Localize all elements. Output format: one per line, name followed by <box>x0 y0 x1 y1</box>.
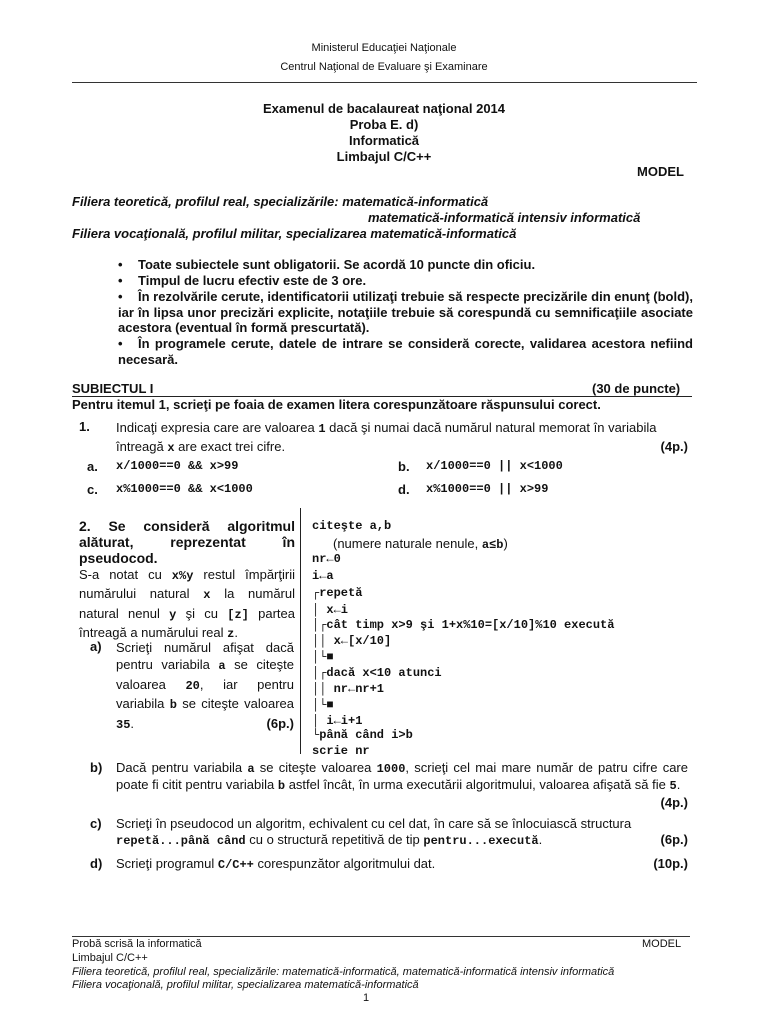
itemc-points: (6p.) <box>660 832 688 848</box>
pseudocode-line: citeşte a,b <box>312 519 392 533</box>
itemd-points: (10p.) <box>653 856 688 871</box>
item2-notation: S-a notat cu x%y restul împărţirii numărului natural x la numărul natural nenul y şi cu [z] partea întreagă a numărului real z. <box>79 567 296 642</box>
center-header: Centrul Naţional de Evaluare şi Examinare <box>280 61 488 73</box>
rule-2: Timpul de lucru efectiv este de 3 ore. <box>138 273 367 288</box>
option-d-label: d. <box>398 482 410 497</box>
footer-line-3: Filiera teoretică, profilul real, specializările: matematică-informatică, matematică-informatică intensiv informatică <box>72 966 615 978</box>
rule-4: În programele cerute, datele de intrare se consideră corecte, validarea acestora nefiind necesară. <box>118 336 693 367</box>
item1-number: 1. <box>79 419 90 434</box>
exam-subject: Informatică <box>348 133 420 148</box>
bullet-icon: • <box>118 336 123 351</box>
option-a-code: x/1000==0 && x>99 <box>116 459 239 473</box>
filiera-line-1: Filiera teoretică, profilul real, specializările: matematică-informatică <box>72 194 489 209</box>
page-number: 1 <box>362 992 370 1004</box>
exam-subtitle: Proba E. d) <box>349 117 419 132</box>
rule-3: În rezolvările cerute, identificatorii utilizaţi trebuie să respecte precizările din enunţ (bold), iar în lipsa unor precizări explicite, notaţiile trebuie să corespundă cu semnificaţiile asociate acestora (eventual în formă prescurtată). <box>118 289 693 335</box>
rule-1: Toate subiectele sunt obligatorii. Se acordă 10 puncte din oficiu. <box>138 257 536 272</box>
model-label: MODEL <box>637 164 684 179</box>
pseudocode-line: │┌cât timp x>9 şi 1+x%10=[x/10]%10 execută <box>312 618 615 632</box>
itemd-text: Scrieţi programul C/C++ corespunzător algoritmului dat. (10p.) <box>116 856 688 872</box>
header-rule <box>72 82 697 83</box>
item2a-label: a) <box>90 639 102 654</box>
item1-text: Indicaţi expresia care are valoarea 1 dacă şi numai dacă numărul natural memorat în variabila întreagă x are exact trei cifre. (4p.) <box>116 420 688 455</box>
bullet-icon: • <box>118 273 123 288</box>
option-a-label: a. <box>87 459 98 474</box>
itemd-label: d) <box>90 856 103 871</box>
pseudocode-line: nr←0 <box>312 552 341 566</box>
pseudocode-line: ││ nr←nr+1 <box>312 682 385 696</box>
pseudocode-comment: (numere naturale nenule, a≤b) <box>333 536 508 552</box>
footer-line-1: Probă scrisă la informatică <box>72 938 202 950</box>
pseudocode-line: │└■ <box>312 698 334 712</box>
pseudocode-line: ┌repetă <box>312 586 363 600</box>
bullet-icon: • <box>118 289 123 304</box>
item2a-text: Scrieţi numărul afişat dacă pentru variabila a se citeşte valoarea 20, iar pentru variabila b se citeşte valoarea 35. (6p.) <box>116 640 295 732</box>
subject-points: (30 de puncte) <box>592 381 681 396</box>
item2-heading: 2. Se consideră algoritmul alăturat, reprezentat în pseudocod. <box>79 518 295 566</box>
filiera-line-3: Filiera vocaţională, profilul militar, specializarea matematică-informatică <box>72 226 517 241</box>
footer-line-2: Limbajul C/C++ <box>72 952 148 964</box>
subject-title: SUBIECTUL I <box>72 381 154 396</box>
item1-points: (4p.) <box>660 439 688 454</box>
option-c-label: c. <box>87 482 98 497</box>
option-b-code: x/1000==0 || x<1000 <box>426 459 563 473</box>
item2a-points: (6p.) <box>266 715 294 731</box>
pseudocode-line: │ i←i+1 <box>312 714 363 728</box>
pseudocode-line: │└■ <box>312 650 334 664</box>
pseudocode-line: └până când i>b <box>312 728 413 742</box>
pseudocode-line: ││ x←[x/10] <box>312 634 392 648</box>
option-c-code: x%1000==0 && x<1000 <box>116 482 253 496</box>
itemc-text: Scrieţi în pseudocod un algoritm, echivalent cu cel dat, în care să se înlocuiască structura repetă...până când cu o structură repetitivă de tip pentru...execută. (6p.) <box>116 816 688 849</box>
subject-instruction: Pentru itemul 1, scrieţi pe foaia de examen litera corespunzătoare răspunsului corect. <box>72 397 601 412</box>
option-d-code: x%1000==0 || x>99 <box>426 482 549 496</box>
algorithm-separator <box>300 508 301 754</box>
itemc-label: c) <box>90 816 102 831</box>
filiera-line-2: matematică-informatică intensiv informatică <box>368 210 641 225</box>
itemb-points: (4p.) <box>660 794 688 810</box>
exam-title: Examenul de bacalaureat naţional 2014 <box>262 101 506 116</box>
pseudocode-line: scrie nr <box>312 744 370 758</box>
pseudocode-line: i←a <box>312 569 334 583</box>
footer-line-4: Filiera vocaţională, profilul militar, specializarea matematică-informatică <box>72 979 419 991</box>
option-b-label: b. <box>398 459 410 474</box>
ministry-header: Ministerul Educaţiei Naţionale <box>311 42 457 54</box>
itemb-text: Dacă pentru variabila a se citeşte valoarea 1000, scrieţi cel mai mare număr de patru cifre care poate fi citit pentru variabila b astfel încât, în urma executării algoritmului, valoarea afişată să fie 5. (4p.) <box>116 760 688 810</box>
bullet-icon: • <box>118 257 123 272</box>
footer-model: MODEL <box>642 938 682 950</box>
pseudocode-line: │┌dacă x<10 atunci <box>312 666 442 680</box>
footer-rule <box>72 936 690 937</box>
exam-language: Limbajul C/C++ <box>336 149 432 164</box>
itemb-label: b) <box>90 760 103 775</box>
pseudocode-line: │ x←i <box>312 603 349 617</box>
